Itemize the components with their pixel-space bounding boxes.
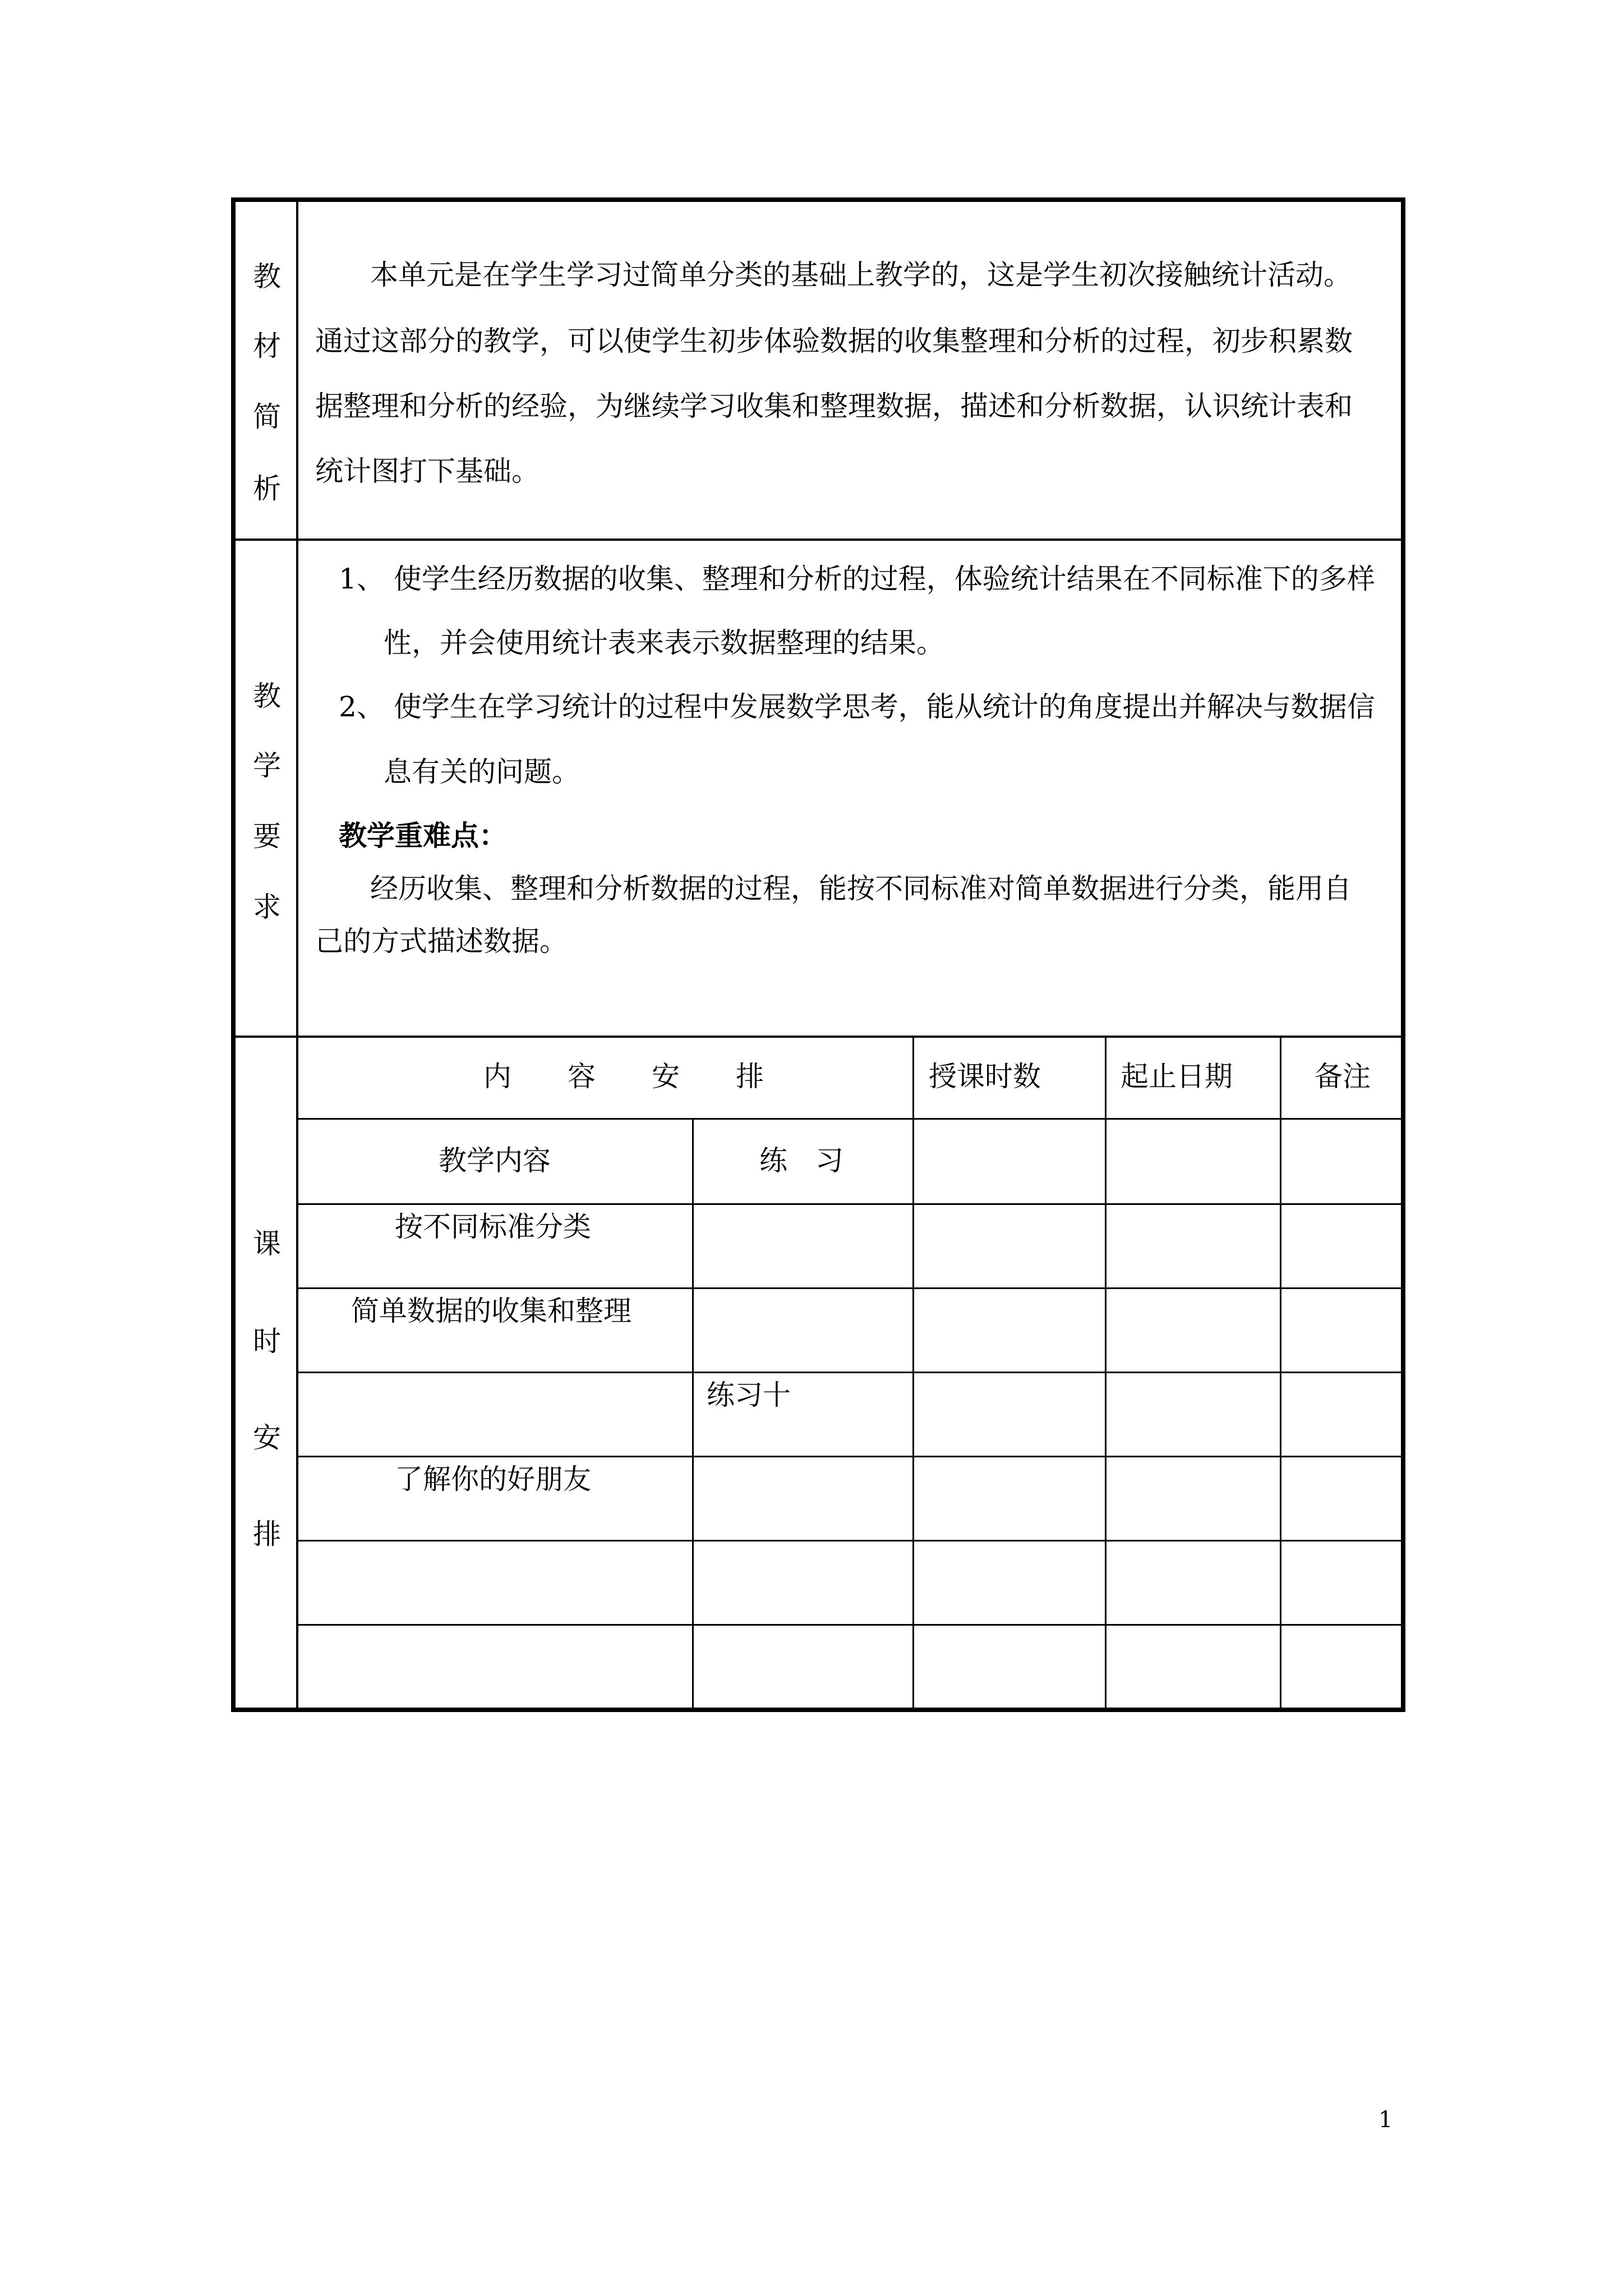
- section-divider-2: [231, 1036, 1405, 1038]
- schedule-row-line-1: [297, 1118, 1404, 1120]
- page-number: 1: [1378, 2107, 1393, 2133]
- requirement-item-1-cont: 性，并会使用统计表来表示数据整理的结果。: [384, 627, 944, 659]
- key-points-line: 己的方式描述数据。: [315, 925, 568, 958]
- requirement-item-1: 1、 使学生经历数据的收集、整理和分析的过程，体验统计结果在不同标准下的多样: [339, 563, 1375, 595]
- table-row-content: 简单数据的收集和整理: [351, 1295, 631, 1327]
- requirements-label-char: 要: [253, 820, 281, 853]
- header-lesson-hours: 授课时数: [929, 1060, 1041, 1093]
- section-divider-1: [231, 539, 1405, 541]
- schedule-label-char: 安: [253, 1421, 281, 1454]
- schedule-label-char: 时: [253, 1325, 281, 1358]
- analysis-line: 统计图打下基础。: [315, 455, 540, 487]
- header-content-arrangement: 内 容 安 排: [483, 1060, 764, 1093]
- table-row-content: 了解你的好朋友: [395, 1463, 591, 1496]
- schedule-label-char: 课: [253, 1227, 281, 1260]
- table-row-exercise: 练习十: [707, 1379, 791, 1411]
- analysis-label-char: 析: [253, 472, 281, 505]
- key-points-title: 教学重难点：: [339, 819, 507, 852]
- analysis-line: 据整理和分析的经验，为继续学习收集和整理数据，描述和分析数据，认识统计表和: [315, 390, 1353, 422]
- schedule-row-line-3: [297, 1287, 1404, 1289]
- table-row-content: 按不同标准分类: [395, 1211, 591, 1243]
- analysis-label-char: 简: [253, 401, 281, 433]
- schedule-col-line-hours: [912, 1037, 914, 1708]
- analysis-label-char: 教: [253, 260, 281, 293]
- analysis-line: 本单元是在学生学习过简单分类的基础上教学的，这是学生初次接触统计活动。: [370, 259, 1352, 291]
- schedule-row-line-5: [297, 1456, 1404, 1457]
- requirements-label-char: 学: [253, 749, 281, 782]
- schedule-label-char: 排: [253, 1518, 281, 1550]
- schedule-row-line-6: [297, 1540, 1404, 1542]
- analysis-label-char: 材: [253, 330, 281, 362]
- schedule-col-line-remarks: [1280, 1037, 1281, 1708]
- header-dates: 起止日期: [1121, 1060, 1233, 1093]
- requirements-label-char: 求: [253, 891, 281, 923]
- requirements-label-char: 教: [253, 680, 281, 712]
- requirement-item-2: 2、 使学生在学习统计的过程中发展数学思考，能从统计的角度提出并解决与数据信: [339, 691, 1375, 723]
- schedule-row-line-4: [297, 1372, 1404, 1373]
- analysis-line: 通过这部分的教学，可以使学生初步体验数据的收集整理和分析的过程，初步积累数: [315, 325, 1353, 357]
- schedule-col-line-exercise: [692, 1119, 694, 1708]
- subheader-teaching-content: 教学内容: [439, 1144, 551, 1177]
- header-remarks: 备注: [1315, 1060, 1371, 1093]
- schedule-row-line-7: [297, 1624, 1404, 1626]
- schedule-row-line-2: [297, 1203, 1404, 1205]
- subheader-exercise: 练 习: [759, 1144, 843, 1177]
- schedule-col-line-dates: [1105, 1037, 1106, 1708]
- key-points-line: 经历收集、整理和分析数据的过程，能按不同标准对简单数据进行分类，能用自: [370, 872, 1352, 905]
- requirement-item-2-cont: 息有关的问题。: [384, 756, 580, 788]
